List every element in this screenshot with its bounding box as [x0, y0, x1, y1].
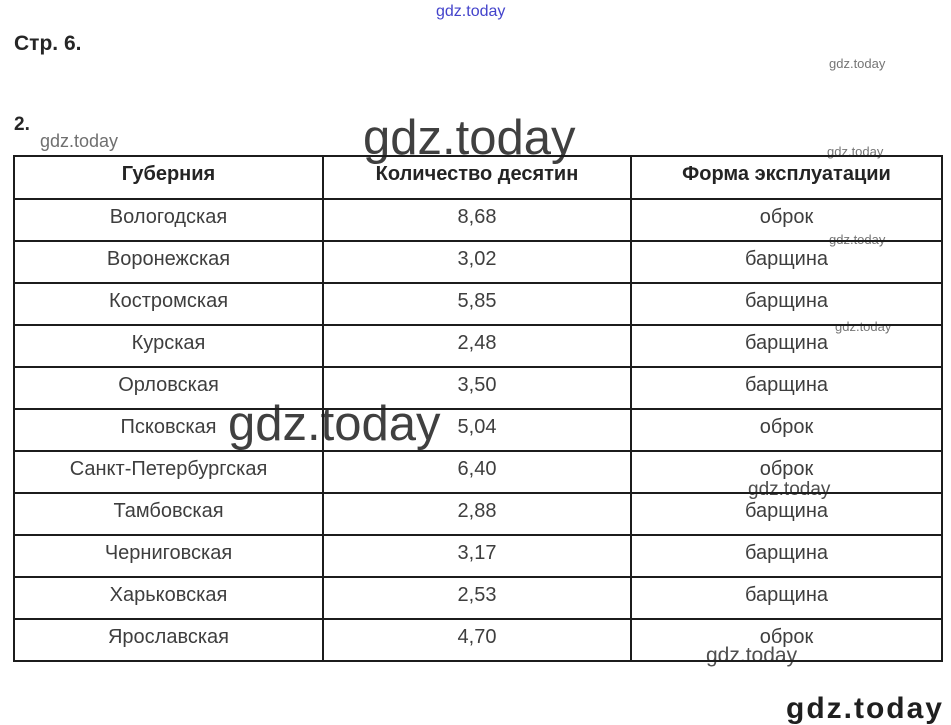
table-row	[14, 619, 942, 661]
table-row	[14, 325, 942, 367]
watermark-large-middle: gdz.today	[228, 397, 441, 451]
table-header-row	[14, 156, 942, 199]
cell-dessiatins: 6,40	[323, 451, 631, 493]
cell-dessiatins: 2,48	[323, 325, 631, 367]
cell-dessiatins: 3,50	[323, 367, 631, 409]
cell-province: Вологодская	[14, 199, 323, 241]
header-cell-province: Губерния	[14, 156, 323, 199]
cell-dessiatins: 2,53	[323, 577, 631, 619]
cell-province: Санкт-Петербургская	[14, 451, 323, 493]
table-row	[14, 283, 942, 325]
watermark-table-top: gdz.today	[827, 144, 884, 159]
cell-form: барщина	[631, 493, 942, 535]
table-body	[14, 199, 942, 661]
cell-form: оброк	[631, 451, 942, 493]
cell-form: барщина	[631, 325, 942, 367]
cell-province: Костромская	[14, 283, 323, 325]
cell-dessiatins: 5,85	[323, 283, 631, 325]
cropped-logo-bottom-right: gdz.today	[786, 692, 944, 725]
table-row	[14, 409, 942, 451]
cell-dessiatins: 4,70	[323, 619, 631, 661]
cell-form: барщина	[631, 283, 942, 325]
table-row	[14, 535, 942, 577]
cell-province: Ярославская	[14, 619, 323, 661]
cell-dessiatins: 2,88	[323, 493, 631, 535]
table-row	[14, 577, 942, 619]
cell-province: Псковская	[14, 409, 323, 451]
cell-form: барщина	[631, 577, 942, 619]
watermark-bottom: gdz.today	[706, 644, 798, 667]
watermark-row2-right: gdz.today	[829, 232, 886, 247]
cell-province: Харьковская	[14, 577, 323, 619]
header-cell-form: Форма эксплуатации	[631, 156, 942, 199]
cell-dessiatins: 3,17	[323, 535, 631, 577]
watermark-large-top: gdz.today	[363, 111, 576, 165]
cell-form: оброк	[631, 199, 942, 241]
table-row	[14, 493, 942, 535]
cell-form: барщина	[631, 367, 942, 409]
watermark-top-right: gdz.today	[829, 56, 886, 71]
cell-form: барщина	[631, 535, 942, 577]
section-number: 2.	[14, 114, 30, 135]
page-label: Стр. 6.	[14, 32, 82, 55]
cell-province: Тамбовская	[14, 493, 323, 535]
table-row	[14, 199, 942, 241]
cell-province: Черниговская	[14, 535, 323, 577]
table-row	[14, 241, 942, 283]
cell-province: Курская	[14, 325, 323, 367]
provinces-table	[13, 155, 943, 662]
cell-form: оброк	[631, 409, 942, 451]
cell-province: Воронежская	[14, 241, 323, 283]
table-row	[14, 367, 942, 409]
watermark-near-section: gdz.today	[40, 131, 119, 151]
watermark-row4-right: gdz.today	[835, 319, 892, 334]
cell-form: барщина	[631, 241, 942, 283]
cell-dessiatins: 5,04	[323, 409, 631, 451]
cell-province: Орловская	[14, 367, 323, 409]
table-row	[14, 451, 942, 493]
watermark-middle-right: gdz.today	[748, 479, 831, 500]
cell-dessiatins: 3,02	[323, 241, 631, 283]
cell-dessiatins: 8,68	[323, 199, 631, 241]
watermark-blue-top: gdz.today	[436, 3, 506, 20]
cell-form: оброк	[631, 619, 942, 661]
header-cell-dessiatins: Количество десятин	[323, 156, 631, 199]
